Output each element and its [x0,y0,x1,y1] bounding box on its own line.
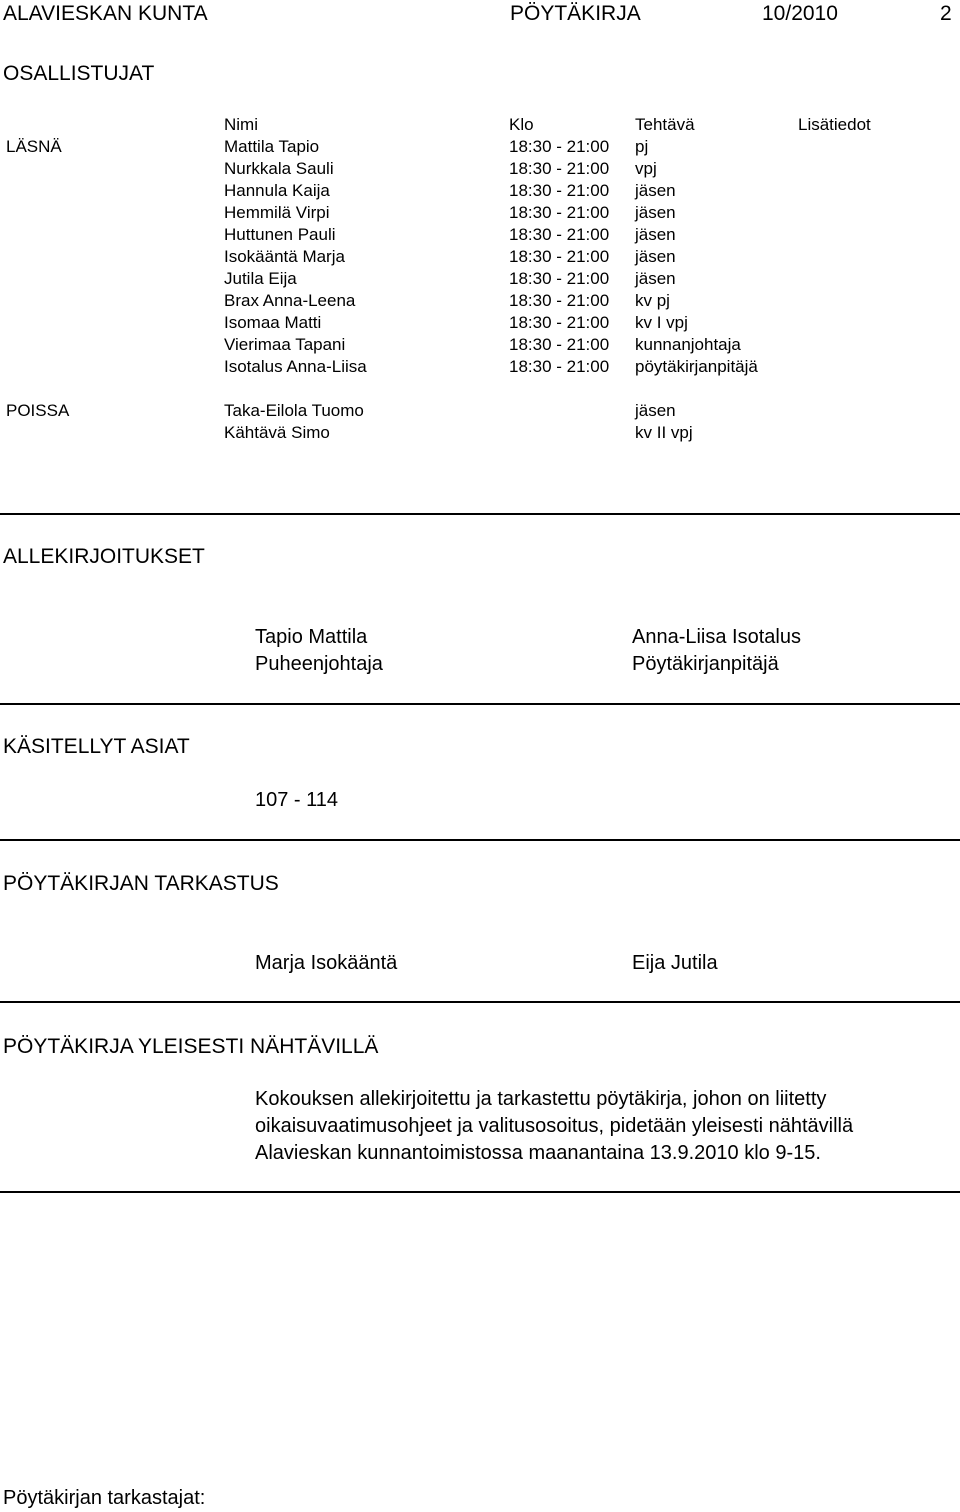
participants-heading: OSALLISTUJAT [3,62,155,85]
participant-time: 18:30 - 21:00 [509,159,610,178]
participant-role: pöytäkirjanpitäjä [635,357,758,376]
inspector-1-name: Marja Isokääntä [255,952,398,974]
participant-time: 18:30 - 21:00 [509,335,610,354]
page-number: 2 [940,2,952,25]
public-display-line-1: Kokouksen allekirjoitettu ja tarkastettu pöytäkirja, johon on liitetty [255,1088,827,1110]
participant-row [0,181,960,203]
handled-items-heading: KÄSITELLYT ASIAT [3,735,190,758]
participant-time: 18:30 - 21:00 [509,225,610,244]
document-type: PÖYTÄKIRJA [510,2,641,25]
public-display-line-2: oikaisuvaatimusohjeet ja valitusosoitus, pidetään yleisesti nähtävillä [255,1115,854,1137]
participant-row [0,357,960,379]
participant-role: jäsen [635,203,676,222]
signatures-heading: ALLEKIRJOITUKSET [3,545,205,568]
secretary-name: Anna-Liisa Isotalus [632,626,801,648]
participant-time: 18:30 - 21:00 [509,357,610,376]
participant-role: jäsen [635,269,676,288]
participant-name: Isokääntä Marja [224,247,345,266]
column-header-role: Tehtävä [635,115,695,134]
absent-role: kv II vpj [635,423,693,442]
public-display-heading: PÖYTÄKIRJA YLEISESTI NÄHTÄVILLÄ [3,1035,379,1058]
section-divider [0,839,960,841]
participant-name: Isomaa Matti [224,313,322,332]
inspection-heading: PÖYTÄKIRJAN TARKASTUS [3,872,279,895]
participant-name: Vierimaa Tapani [224,335,346,354]
participant-name: Hemmilä Virpi [224,203,330,222]
participant-name: Isotalus Anna-Liisa [224,357,367,376]
column-header-name: Nimi [224,115,258,134]
absent-role: jäsen [635,401,676,420]
participant-role: jäsen [635,225,676,244]
participant-row [0,247,960,269]
participant-row [0,225,960,247]
participant-role: kv I vpj [635,313,688,332]
absent-name: Kähtävä Simo [224,423,330,442]
participant-role: kv pj [635,291,670,310]
handled-items-range: 107 - 114 [255,789,339,811]
participant-row [0,291,960,313]
participant-name: Mattila Tapio [224,137,320,156]
participant-row [0,313,960,335]
section-divider [0,1001,960,1003]
absent-label: POISSA [6,401,70,420]
public-display-line-3: Alavieskan kunnantoimistossa maanantaina 13.9.2010 klo 9-15. [255,1142,821,1164]
participant-row [0,159,960,181]
participant-name: Hannula Kaija [224,181,330,200]
inspectors-label: Pöytäkirjan tarkastajat: [3,1487,206,1509]
participant-time: 18:30 - 21:00 [509,203,610,222]
participant-name: Jutila Eija [224,269,297,288]
participant-role: jäsen [635,247,676,266]
participant-row [0,269,960,291]
secretary-title: Pöytäkirjanpitäjä [632,653,779,675]
participant-row [0,137,960,159]
section-divider [0,513,960,515]
participant-role: jäsen [635,181,676,200]
section-divider [0,1191,960,1193]
participant-name: Nurkkala Sauli [224,159,334,178]
document-number: 10/2010 [762,2,838,25]
participant-role: vpj [635,159,657,178]
absent-name: Taka-Eilola Tuomo [224,401,364,420]
participant-time: 18:30 - 21:00 [509,247,610,266]
column-header-time: Klo [509,115,534,134]
participant-time: 18:30 - 21:00 [509,291,610,310]
participant-role: kunnanjohtaja [635,335,741,354]
participant-time: 18:30 - 21:00 [509,137,610,156]
municipality-name: ALAVIESKAN KUNTA [3,2,208,25]
present-label: LÄSNÄ [6,137,62,156]
participant-time: 18:30 - 21:00 [509,313,610,332]
column-header-info: Lisätiedot [798,115,871,134]
participant-role: pj [635,137,649,156]
chair-name: Tapio Mattila [255,626,368,648]
participant-row [0,203,960,225]
section-divider [0,703,960,705]
chair-title: Puheenjohtaja [255,653,383,675]
inspector-2-name: Eija Jutila [632,952,718,974]
participant-time: 18:30 - 21:00 [509,181,610,200]
participant-name: Brax Anna-Leena [224,291,356,310]
participant-row [0,335,960,357]
participant-time: 18:30 - 21:00 [509,269,610,288]
participant-name: Huttunen Pauli [224,225,336,244]
